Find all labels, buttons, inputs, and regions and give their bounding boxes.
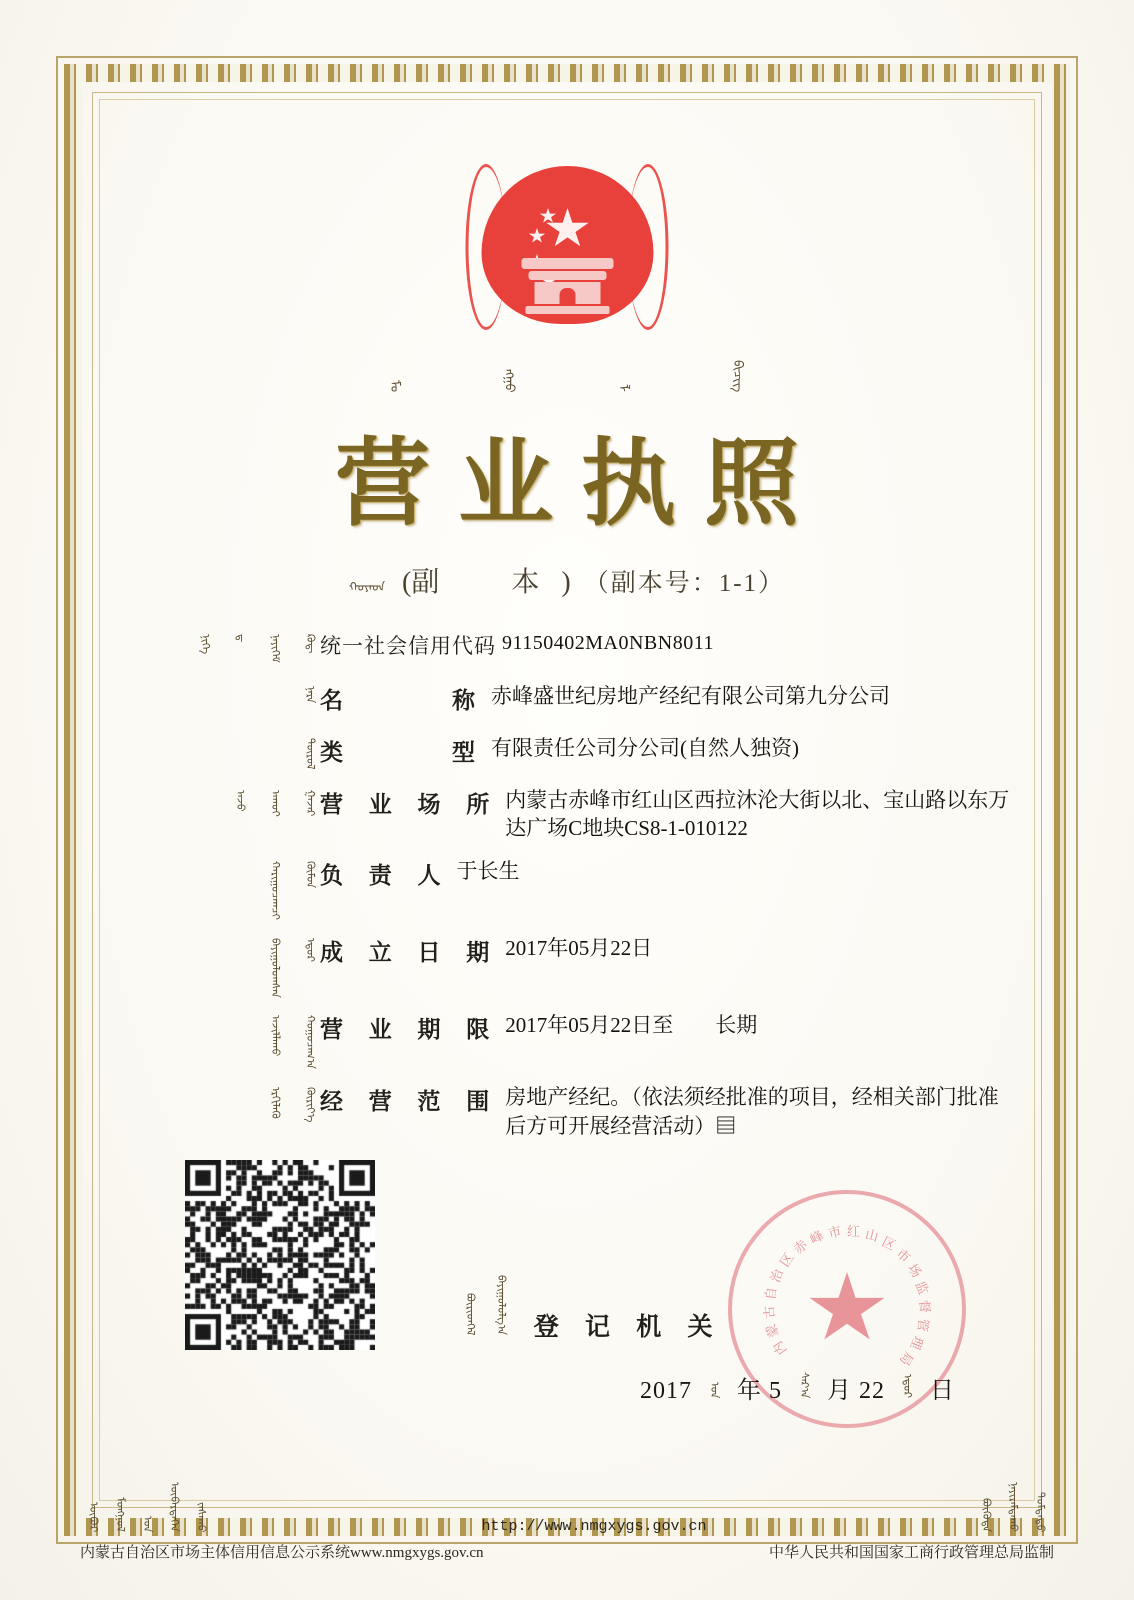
copy-number-label: （副本号：1-1） (583, 570, 786, 597)
copy-subtitle (0, 560, 1134, 600)
field-value: 赤峰盛世纪房地产经纪有限公司第九分公司 (491, 684, 890, 708)
issue-year-unit: 年 (737, 1378, 762, 1404)
issue-date: 2017 ᠣᠨ 年 5 ᠰᠠᠷ᠎ᠠ 月 22 ᠡᠳᠦᠷ 日 (640, 1371, 955, 1404)
field-label: 统一社会信用代码 (320, 634, 496, 658)
registration-authority (455, 1275, 723, 1343)
field-value: 房地产经纪。（依法须经批准的项目，经相关部门批准后方可开展经营活动）▤ (505, 1085, 999, 1138)
field-responsible-person (120, 857, 1014, 920)
footer-mongolian-left: ᠥᠪᠥᠷ ᠮᠣᠩᠭᠣᠯ ᠤᠨ ᠥᠪᠡᠷᠲᠡᠭᠡᠨ ᠵᠠᠰᠠᠬᠤ (87, 1482, 208, 1532)
field-value: 内蒙古赤峰市红山区西拉沐沦大街以北、宝山路以东万达广场C地块CS8-1-010122 (505, 788, 1010, 841)
fields-container (120, 630, 1014, 1154)
field-establish-date (120, 934, 1014, 998)
emblem-disc (482, 166, 654, 324)
field-credit-code (120, 630, 1014, 668)
footer-url-top[interactable]: http://www.nmgxygs.gov.cn (481, 1518, 707, 1535)
title-mongolian-row (0, 360, 1134, 396)
field-mongolian: ᠨᠢᠭᠡ ᠳ ᠨᠡᠶᠢᠭᠡᠮ ᠺᠣᠳ᠋ (199, 634, 316, 663)
field-label: 经 营 范 围 (320, 1089, 500, 1115)
field-value: 于长生 (456, 858, 520, 883)
field-mongolian: ᠪᠠᠶᠢᠭᠤᠯᠤᠭᠰᠠᠨ ᠡᠳᠦᠷ (269, 937, 316, 998)
field-value: 2017年05月22日至 长期 (505, 1013, 758, 1038)
field-label: 成 立 日 期 (320, 939, 500, 965)
field-mongolian: ᠲᠥᠷᠥᠯ (304, 738, 316, 770)
field-business-term (120, 1011, 1014, 1069)
field-label: 名 称 (320, 688, 485, 713)
issue-day: 22 (859, 1378, 885, 1404)
field-value: 2017年05月22日 (505, 935, 653, 960)
mongolian-mark: ᠮᠣ (388, 380, 404, 393)
registration-mongolian: ᠪᠦᠷᠢᠳᠬᠡᠯ ᠪᠠᠶᠢᠭᠤᠯᠤᠯᠭ᠎ᠠ (464, 1275, 507, 1336)
field-mongolian: ᠡᠷᠬᠢᠯᠡᠬᠦ ᠬᠦᠷᠢᠶ᠎ᠡ (269, 1087, 316, 1123)
emblem-star-1 (540, 208, 557, 224)
field-mongolian: ᠠᠵᠢᠯᠯᠠᠬᠤ ᠬᠤᠭᠤᠴᠠᠭ᠎ᠠ (269, 1015, 316, 1070)
issue-month: 5 (769, 1378, 782, 1404)
footer-url[interactable]: www.nmgxygs.gov.cn (350, 1545, 484, 1561)
footer-system-name: 内蒙古自治区市场主体信用信息公示系统www.nmgxygs.gov.cn (80, 1545, 484, 1561)
emblem-tiananmen (522, 258, 614, 314)
seal-text: 内 蒙 古 自 治 区 赤 峰 市 红 山 区 市 场 监 督 管 理 局 (761, 1223, 933, 1369)
field-business-address (120, 786, 1014, 843)
field-company-name (120, 682, 1014, 720)
issue-month-unit: 月 (827, 1378, 852, 1404)
field-label: 营 业 期 限 (320, 1017, 500, 1043)
mongolian-mark: ᠯ (616, 384, 632, 393)
footer-mongolian-right: ᠪᠦᠭᠦᠳᠡ ᠨᠠᠶᠢᠷᠠᠮᠳᠠᠬᠤ ᠳᠤᠮᠳᠠᠳᠤ (979, 1482, 1047, 1532)
registration-authority-label: 登 记 机 关 (533, 1314, 723, 1342)
field-mongolian: ᠠᠵᠤ ᠠᠬᠤᠢ ᠭᠠᠵᠠᠷ (234, 790, 316, 817)
page-title: 营业执照 (334, 431, 827, 537)
national-emblem-icon (460, 148, 675, 343)
qr-code[interactable] (185, 1160, 375, 1350)
field-label: 营 业 场 所 (320, 792, 500, 817)
mongolian-mark: ᠩᠭᠣ (502, 368, 518, 393)
field-value: 91150402MA0NBN8011 (502, 632, 714, 654)
field-value: 有限责任公司分公司(自然人独资) (491, 736, 799, 760)
footer-issuing-authority: 中华人民共和国国家工商行政管理总局监制 (768, 1545, 1054, 1561)
field-mongolian: ᠬᠠᠷᠢᠭᠤᠴᠠᠭᠴᠢ ᠬᠦᠮᠦᠨ (269, 860, 316, 920)
issue-day-unit: 日 (930, 1378, 955, 1404)
field-company-type (120, 734, 1014, 772)
emblem-star-2 (529, 228, 546, 244)
field-mongolian: ᠨᠡᠷᠡ (304, 686, 316, 704)
mongolian-mark: ᠪᠢᠴᠢᠭ (730, 360, 746, 393)
subtitle-mongolian: ᠬᠣᠶᠠᠳ (348, 580, 386, 595)
field-label: 类 型 (320, 740, 485, 765)
copy-type-label: (副 本) (402, 567, 571, 598)
issue-year: 2017 (640, 1378, 692, 1404)
field-business-scope (120, 1083, 1014, 1140)
field-label: 负 责 人 (320, 862, 451, 888)
footer (80, 1482, 1054, 1562)
